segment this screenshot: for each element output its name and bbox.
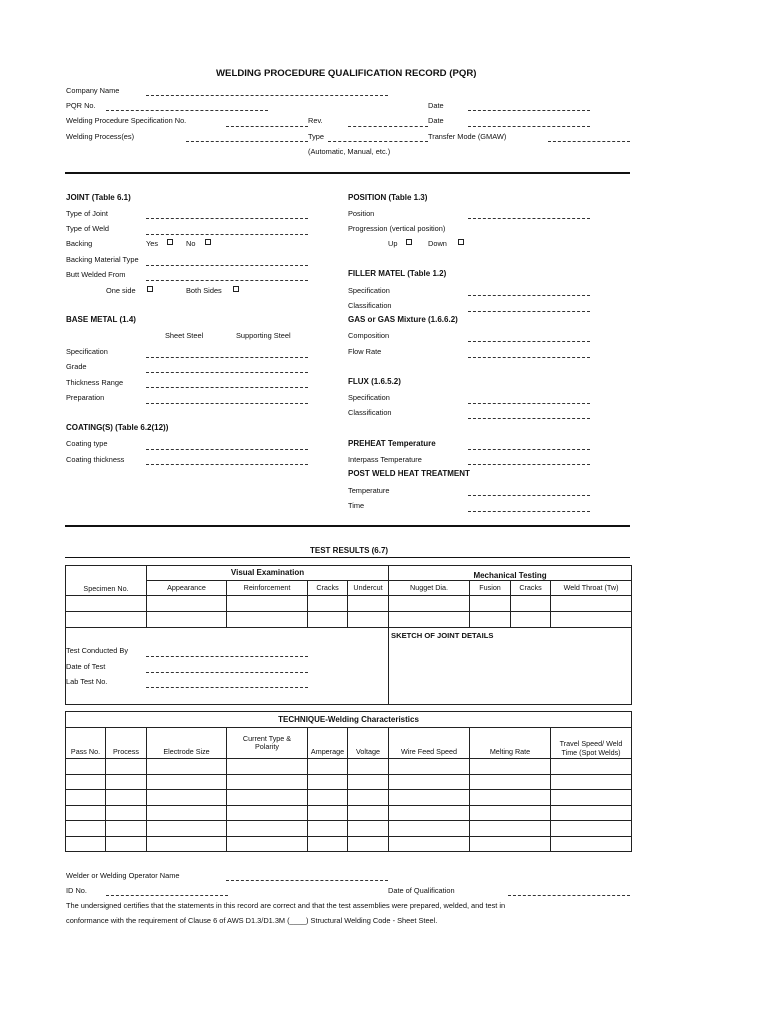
table-cell[interactable]	[147, 837, 227, 852]
welding-process-label: Welding Process(es)	[66, 132, 135, 141]
flux-heading: FLUX (1.6.5.2)	[348, 377, 401, 386]
filler-classification-field[interactable]	[468, 311, 590, 312]
table-cell[interactable]	[470, 775, 551, 790]
table-cell[interactable]	[106, 806, 147, 821]
pwht-temperature-label: Temperature	[348, 486, 390, 495]
wps-no-label: Welding Procedure Specification No.	[66, 116, 187, 125]
date-of-qualification-label: Date of Qualification	[388, 886, 455, 895]
pqr-no-label: PQR No.	[66, 101, 96, 110]
table-cell[interactable]	[227, 612, 308, 628]
rev-field[interactable]	[348, 126, 428, 127]
type-of-weld-label: Type of Weld	[66, 224, 109, 233]
table-cell[interactable]	[348, 759, 389, 775]
electrode-size-header: Electrode Size	[147, 728, 227, 759]
table-cell[interactable]	[389, 775, 470, 790]
both-sides-checkbox[interactable]	[233, 286, 239, 292]
table-cell[interactable]	[551, 612, 632, 628]
table-cell[interactable]	[147, 806, 227, 821]
test-conducted-by-label: Test Conducted By	[66, 646, 129, 655]
progression-up-label: Up	[388, 239, 398, 248]
table-cell[interactable]	[66, 837, 106, 852]
reinforcement-header: Reinforcement	[227, 581, 308, 596]
divider	[65, 172, 630, 174]
test-results-heading: TEST RESULTS (6.7)	[310, 546, 389, 555]
coating-type-field[interactable]	[146, 449, 308, 450]
interpass-field[interactable]	[468, 464, 590, 465]
table-cell[interactable]	[470, 821, 551, 837]
table-cell[interactable]	[470, 790, 551, 806]
table-cell[interactable]	[308, 790, 348, 806]
filler-specification-field[interactable]	[468, 295, 590, 296]
pass-no-header: Pass No.	[66, 728, 106, 759]
table-cell[interactable]	[227, 790, 308, 806]
date-label: Date	[428, 101, 444, 110]
table-cell[interactable]	[227, 759, 308, 775]
flow-rate-field[interactable]	[468, 357, 590, 358]
table-cell[interactable]	[389, 837, 470, 852]
voltage-header: Voltage	[348, 728, 389, 759]
melting-rate-header: Melting Rate	[470, 728, 551, 759]
table-cell[interactable]	[551, 837, 632, 852]
visual-examination-header: Visual Examination	[147, 566, 389, 581]
table-cell[interactable]	[470, 837, 551, 852]
progression-down-checkbox[interactable]	[458, 239, 464, 245]
date-label-2: Date	[428, 116, 444, 125]
process-header: Process	[106, 728, 147, 759]
table-cell[interactable]	[389, 596, 470, 612]
company-name-field[interactable]	[146, 95, 388, 96]
table-cell[interactable]	[66, 821, 106, 837]
base-metal-heading: BASE METAL (1.4)	[66, 315, 136, 324]
table-cell[interactable]	[66, 759, 106, 775]
flow-rate-label: Flow Rate	[348, 347, 382, 356]
certification-text-line1: The undersigned certifies that the statements in this record are correct and that the test assemblies were prepared, welded, and test in	[66, 901, 506, 910]
grade-label: Grade	[66, 362, 87, 371]
weld-throat-header: Weld Throat (Tw)	[551, 581, 632, 596]
id-no-field[interactable]	[106, 895, 228, 896]
wps-no-field[interactable]	[226, 126, 308, 127]
base-specification-field[interactable]	[146, 357, 308, 358]
divider	[65, 557, 630, 558]
table-cell[interactable]	[106, 837, 147, 852]
sheet-steel-label: Sheet Steel	[165, 331, 204, 340]
undercut-header: Undercut	[348, 581, 389, 596]
table-cell[interactable]	[348, 806, 389, 821]
date-field[interactable]	[468, 110, 590, 111]
transfer-mode-label: Transfer Mode (GMAW)	[428, 132, 507, 141]
filler-classification-label: Classification	[348, 301, 392, 310]
table-cell[interactable]	[66, 596, 147, 612]
date-of-test-field[interactable]	[146, 672, 308, 673]
pqr-no-field[interactable]	[106, 110, 268, 111]
table-cell[interactable]	[470, 612, 511, 628]
fusion-header: Fusion	[470, 581, 511, 596]
table-cell[interactable]	[470, 806, 551, 821]
table-cell[interactable]	[227, 837, 308, 852]
date-of-qualification-field[interactable]	[508, 895, 630, 896]
table-cell[interactable]	[348, 821, 389, 837]
table-cell[interactable]	[389, 821, 470, 837]
table-cell[interactable]	[511, 596, 551, 612]
page-title: WELDING PROCEDURE QUALIFICATION RECORD (PQR)	[216, 68, 477, 79]
grade-field[interactable]	[146, 372, 308, 373]
lab-test-no-label: Lab Test No.	[66, 677, 108, 686]
position-field[interactable]	[468, 218, 590, 219]
test-info-cell	[66, 628, 389, 705]
mechanical-testing-header: Mechanical Testing	[389, 566, 632, 581]
butt-welded-field[interactable]	[146, 280, 308, 281]
table-cell[interactable]	[227, 596, 308, 612]
table-cell[interactable]	[511, 612, 551, 628]
flux-classification-field[interactable]	[468, 418, 590, 419]
filler-specification-label: Specification	[348, 286, 390, 295]
pwht-temperature-field[interactable]	[468, 495, 590, 496]
table-cell[interactable]	[389, 612, 470, 628]
progression-down-label: Down	[428, 239, 447, 248]
backing-material-label: Backing Material Type	[66, 255, 139, 264]
table-cell[interactable]	[227, 821, 308, 837]
table-cell[interactable]	[106, 775, 147, 790]
backing-no-checkbox[interactable]	[205, 239, 211, 245]
table-cell[interactable]	[66, 775, 106, 790]
table-cell[interactable]	[308, 837, 348, 852]
composition-label: Composition	[348, 331, 390, 340]
type-of-weld-field[interactable]	[146, 234, 308, 235]
filler-heading: FILLER MATEL (Table 1.2)	[348, 269, 447, 278]
table-cell[interactable]	[389, 806, 470, 821]
table-cell[interactable]	[147, 790, 227, 806]
table-cell[interactable]	[348, 775, 389, 790]
table-cell[interactable]	[308, 759, 348, 775]
table-cell[interactable]	[551, 759, 632, 775]
pwht-time-field[interactable]	[468, 511, 590, 512]
coating-heading: COATING(S) (Table 6.2(12))	[66, 423, 169, 432]
sketch-of-joint-cell: SKETCH OF JOINT DETAILS	[389, 628, 632, 705]
appearance-header: Appearance	[147, 581, 227, 596]
test-conducted-by-field[interactable]	[146, 656, 308, 657]
type-of-joint-label: Type of Joint	[66, 209, 108, 218]
certification-text-line2: conformance with the requirement of Clause 6 of AWS D1.3/D1.3M (____) Structural Welding Code - Sheet Steel.	[66, 916, 438, 925]
table-cell[interactable]	[551, 806, 632, 821]
type-note: (Automatic, Manual, etc.)	[308, 147, 391, 156]
flux-classification-label: Classification	[348, 408, 392, 417]
divider	[65, 525, 630, 527]
type-of-joint-field[interactable]	[146, 218, 308, 219]
table-cell[interactable]	[308, 612, 348, 628]
coating-type-label: Coating type	[66, 439, 108, 448]
type-label: Type	[308, 132, 325, 141]
table-cell[interactable]	[106, 759, 147, 775]
table-cell[interactable]	[348, 612, 389, 628]
preheat-heading: PREHEAT Temperature	[348, 439, 436, 448]
gas-heading: GAS or GAS Mixture (1.6.6.2)	[348, 315, 458, 324]
table-cell[interactable]	[551, 821, 632, 837]
composition-field[interactable]	[468, 341, 590, 342]
table-cell[interactable]	[308, 596, 348, 612]
mech-cracks-header: Cracks	[511, 581, 551, 596]
table-cell[interactable]	[66, 806, 106, 821]
one-side-checkbox[interactable]	[147, 286, 153, 292]
table-cell[interactable]	[308, 806, 348, 821]
flux-specification-label: Specification	[348, 393, 390, 402]
table-cell[interactable]	[348, 596, 389, 612]
test-results-table	[65, 565, 632, 705]
transfer-mode-field[interactable]	[548, 141, 630, 142]
backing-no-label: No	[186, 239, 196, 248]
progression-up-checkbox[interactable]	[406, 239, 412, 245]
table-cell[interactable]	[348, 790, 389, 806]
table-cell[interactable]	[551, 790, 632, 806]
company-name-label: Company Name	[66, 86, 120, 95]
preparation-field[interactable]	[146, 403, 308, 404]
backing-material-field[interactable]	[146, 265, 308, 266]
table-cell[interactable]	[106, 821, 147, 837]
butt-welded-label: Butt Welded From	[66, 270, 126, 279]
backing-label: Backing	[66, 239, 93, 248]
date-of-test-label: Date of Test	[66, 662, 106, 671]
backing-yes-label: Yes	[146, 239, 159, 248]
cracks-header: Cracks	[308, 581, 348, 596]
preheat-field[interactable]	[468, 449, 590, 450]
pwht-heading: POST WELD HEAT TREATMENT	[348, 469, 470, 478]
supporting-steel-label: Supporting Steel	[236, 331, 291, 340]
table-cell[interactable]	[106, 790, 147, 806]
joint-heading: JOINT (Table 6.1)	[66, 193, 131, 202]
table-cell[interactable]	[147, 759, 227, 775]
table-cell[interactable]	[147, 821, 227, 837]
table-cell[interactable]	[227, 775, 308, 790]
travel-speed-header: Travel Speed/ Weld Time (Spot Welds)	[551, 728, 632, 759]
thickness-range-label: Thickness Range	[66, 378, 124, 387]
table-cell[interactable]	[147, 775, 227, 790]
coating-thickness-field[interactable]	[146, 464, 308, 465]
table-cell[interactable]	[551, 775, 632, 790]
one-side-label: One side	[106, 286, 136, 295]
coating-thickness-label: Coating thickness	[66, 455, 125, 464]
current-type-header: Current Type & Polarity	[227, 728, 308, 759]
interpass-label: Interpass Temperature	[348, 455, 422, 464]
welder-name-field[interactable]	[226, 880, 388, 881]
rev-label: Rev.	[308, 116, 323, 125]
progression-label: Progression (vertical position)	[348, 224, 446, 233]
table-cell[interactable]	[389, 759, 470, 775]
technique-heading: TECHNIQUE-Welding Characteristics	[66, 712, 632, 728]
technique-table	[65, 711, 632, 852]
preparation-label: Preparation	[66, 393, 105, 402]
table-cell[interactable]	[66, 612, 147, 628]
table-cell[interactable]	[308, 775, 348, 790]
table-cell[interactable]	[389, 790, 470, 806]
nugget-dia-header: Nugget Dia.	[389, 581, 470, 596]
welder-name-label: Welder or Welding Operator Name	[66, 871, 180, 880]
backing-yes-checkbox[interactable]	[167, 239, 173, 245]
table-cell[interactable]	[470, 596, 511, 612]
table-cell[interactable]	[470, 759, 551, 775]
position-heading: POSITION (Table 1.3)	[348, 193, 428, 202]
table-cell[interactable]	[66, 790, 106, 806]
type-field[interactable]	[328, 141, 428, 142]
amperage-header: Amperage	[308, 728, 348, 759]
both-sides-label: Both Sides	[186, 286, 222, 295]
table-cell[interactable]	[551, 596, 632, 612]
table-cell[interactable]	[147, 612, 227, 628]
date-field-2[interactable]	[468, 126, 590, 127]
specification-label: Specification	[66, 347, 108, 356]
lab-test-no-field[interactable]	[146, 687, 308, 688]
flux-specification-field[interactable]	[468, 403, 590, 404]
table-cell[interactable]	[227, 806, 308, 821]
thickness-range-field[interactable]	[146, 387, 308, 388]
table-cell[interactable]	[308, 821, 348, 837]
table-cell[interactable]	[147, 596, 227, 612]
wire-feed-speed-header: Wire Feed Speed	[389, 728, 470, 759]
pwht-time-label: Time	[348, 501, 365, 510]
table-cell[interactable]	[348, 837, 389, 852]
welding-process-field[interactable]	[186, 141, 308, 142]
specimen-no-header: Specimen No.	[66, 566, 147, 596]
position-label: Position	[348, 209, 375, 218]
id-no-label: ID No.	[66, 886, 87, 895]
